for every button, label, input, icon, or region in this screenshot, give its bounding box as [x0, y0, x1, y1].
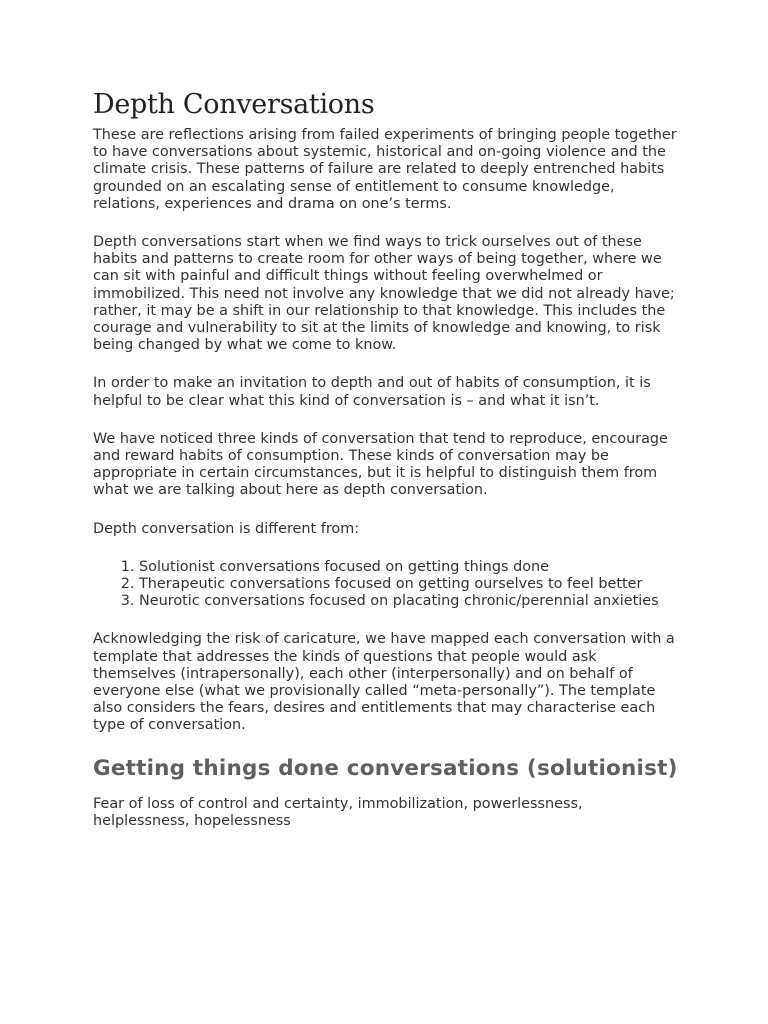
document-page — [93, 88, 683, 851]
paragraph-fears: Fear of loss of control and certainty, immobilization, powerlessness, helplessness, hopelessness — [93, 795, 583, 829]
conversation-types-list — [93, 559, 683, 611]
paragraph-intro: These are reflections arising from failed experiments of bringing people together to have conversations about systemic, historical and on-going violence and the climate crisis. These patterns of failure are related to deeply entrenched habits grounded on an escalating sense of entitlement to consume knowledge, relations, experiences and drama on one’s terms. — [93, 127, 677, 212]
paragraph-three-kinds: We have noticed three kinds of conversation that tend to reproduce, encourage and reward habits of consumption. These kinds of conversation may be appropriate in certain circumstances, but it is helpful to distinguish them from what we are talking about here as depth conversation. — [93, 430, 668, 499]
document-title: Depth Conversations — [93, 89, 375, 120]
paragraph-depth-start: Depth conversations start when we find ways to trick ourselves out of these habits and patterns to create room for other ways of being together, where we can sit with painful and difficult things without feeling overwhelmed or immobilized. This need not involve any knowledge that we did not already have; rather, it may be a shift in our relationship to that knowledge. This includes the courage and vulnerability to sit at the limits of knowledge and knowing, to risk being changed by what we come to know. — [93, 234, 675, 354]
paragraph-template: Acknowledging the risk of caricature, we have mapped each conversation with a template that addresses the kinds of questions that people would ask themselves (intrapersonally), each other (interpersonally) and on behalf of everyone else (what we provisionally called “meta-personally”). The template also considers the fears, desires and entitlements that may characterise each type of conversation. — [93, 631, 675, 734]
section-heading-solutionist: Getting things done conversations (solutionist) — [93, 755, 678, 781]
list-item-therapeutic: 2. Therapeutic conversations focused on getting ourselves to feel better — [139, 576, 683, 593]
paragraph-different-from: Depth conversation is different from: — [93, 520, 360, 537]
paragraph-invitation: In order to make an invitation to depth and out of habits of consumption, it is helpful to be clear what this kind of conversation is – and what it isn’t. — [93, 375, 651, 409]
list-item-neurotic: 3. Neurotic conversations focused on placating chronic/perennial anxieties — [139, 593, 683, 610]
list-item-solutionist: 1. Solutionist conversations focused on getting things done — [139, 559, 683, 576]
